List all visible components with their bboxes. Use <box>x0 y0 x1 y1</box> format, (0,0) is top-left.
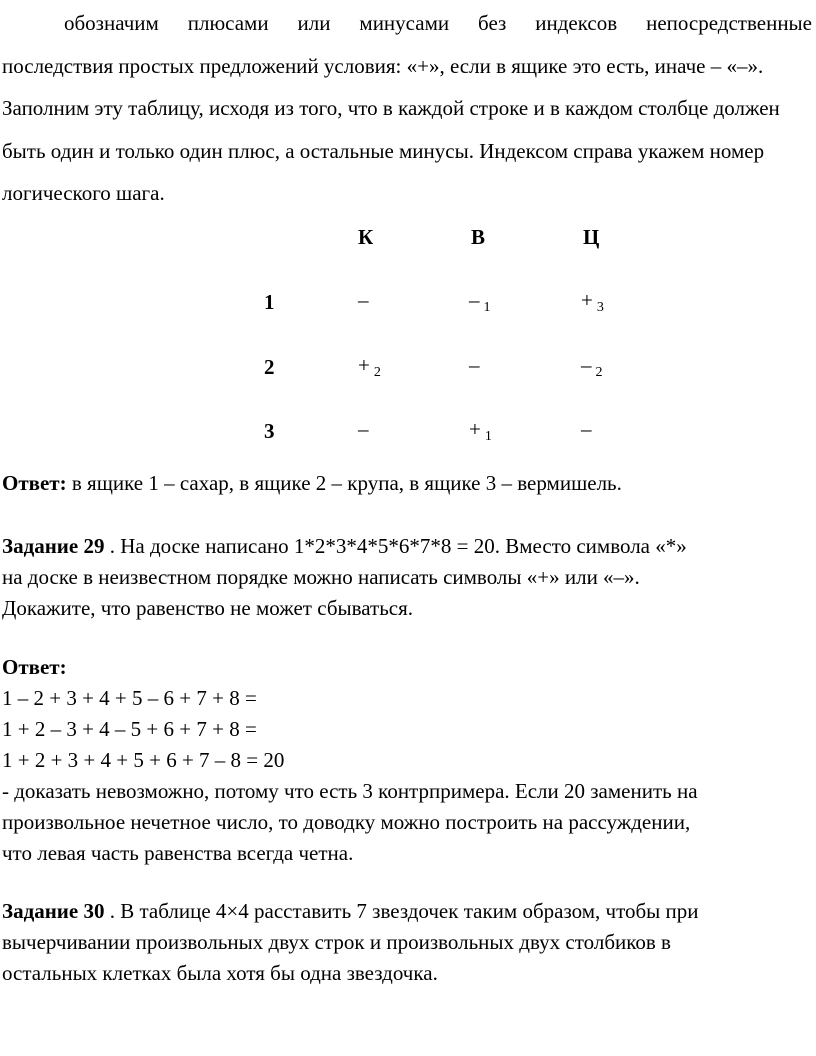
table-cell-1-3: + 3 <box>581 288 604 315</box>
intro-paragraph <box>2 2 812 215</box>
answer-2-line-5: произвольное нечетное число, то доводку можно построить на рассуждении, <box>2 810 691 834</box>
task-30-line-1: . В таблице 4×4 расставить 7 звездочек таким образом, чтобы при <box>104 899 699 923</box>
answer-1-text: в ящике 1 – сахар, в ящике 2 – крупа, в ящике 3 – вермишель. <box>66 471 622 495</box>
table-row-num-1: 1 <box>264 290 275 314</box>
answer-2-line-6: что левая часть равенства всегда четна. <box>2 841 354 865</box>
answer-2-line-1: 1 – 2 + 3 + 4 + 5 – 6 + 7 + 8 = <box>2 686 257 710</box>
table-cell-2-2: – <box>469 353 480 377</box>
table-header-k: К <box>358 225 374 249</box>
answer-2-line-2: 1 + 2 – 3 + 4 – 5 + 6 + 7 + 8 = <box>2 717 257 741</box>
task-29-line-2: на доске в неизвестном порядке можно написать символы «+» или «–». <box>2 565 640 589</box>
answer-2-label: Ответ: <box>2 655 67 679</box>
table-row-num-3: 3 <box>264 419 275 443</box>
table-cell-1-2: – 1 <box>469 288 491 315</box>
table-row-num-2: 2 <box>264 355 275 379</box>
intro-rest: последствия простых предложений условия: «+», если в ящике это есть, иначе – «–». Заполним эту таблицу, исходя из того, что в каждой строке и в каждом столбце должен быть один и только один плюс, а остальные минусы. Индексом справа укажем номер логического шага. <box>2 53 780 205</box>
intro-line-1: обозначим плюсами или минусами без индексов непосредственные <box>64 11 812 35</box>
answer-2-line-3: 1 + 2 + 3 + 4 + 5 + 6 + 7 – 8 = 20 <box>2 748 285 772</box>
task-29-line-1: . На доске написано 1*2*3*4*5*6*7*8 = 20. Вместо символа «*» <box>104 534 687 558</box>
table-header-ts: Ц <box>583 225 600 249</box>
task-30-line-2: вычерчивании произвольных двух строк и произвольных двух столбиков в <box>2 930 671 954</box>
table-cell-3-2: + 1 <box>469 417 492 444</box>
answer-1-label: Ответ: <box>2 471 67 495</box>
table-cell-2-3: – 2 <box>581 353 603 380</box>
table-cell-3-3: – <box>581 417 592 441</box>
table-cell-3-1: – <box>358 417 369 441</box>
task-30-label: Задание 30 <box>2 899 105 923</box>
answer-2-line-4: - доказать невозможно, потому что есть 3 контрпримера. Если 20 заменить на <box>2 779 698 803</box>
task-29 <box>2 531 814 624</box>
answer-2 <box>2 652 814 869</box>
answer-1 <box>2 468 814 499</box>
task-30 <box>2 896 814 989</box>
table-cell-2-1: + 2 <box>358 353 381 380</box>
task-29-label: Задание 29 <box>2 534 105 558</box>
table-cell-1-1: – <box>358 288 369 312</box>
task-30-line-3: остальных клетках была хотя бы одна звездочка. <box>2 961 438 985</box>
task-29-line-3: Докажите, что равенство не может сбываться. <box>2 596 414 620</box>
table-header-v: В <box>471 225 486 249</box>
